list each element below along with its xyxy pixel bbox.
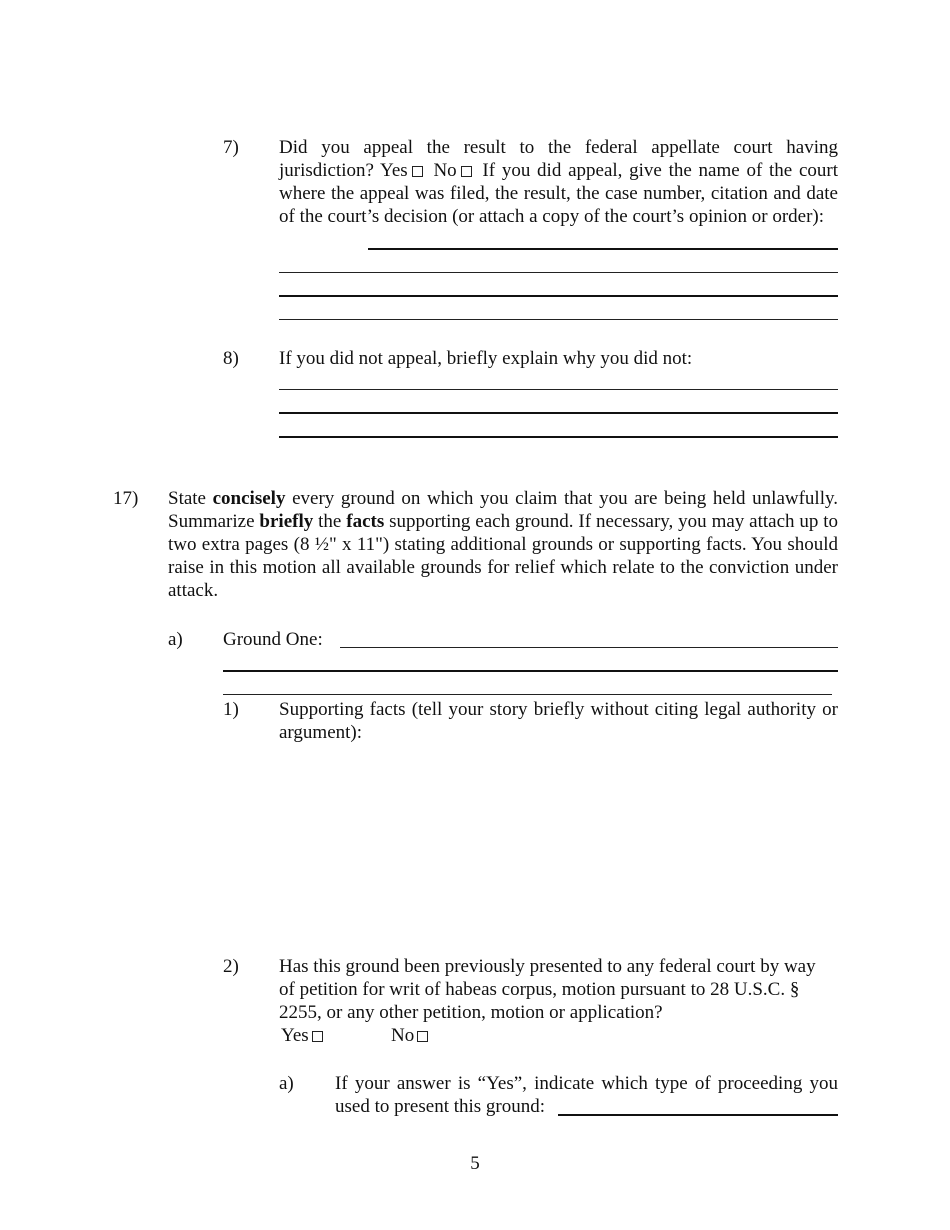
q8-answer-line-2[interactable]	[279, 412, 838, 414]
q7-answer-line-1[interactable]	[368, 248, 838, 250]
q8-answer-line-1[interactable]	[279, 389, 838, 390]
q17-bold-facts: facts	[346, 511, 385, 532]
q17-number: 17)	[113, 488, 139, 509]
previous-number: 2)	[223, 956, 239, 977]
which-type-answer-line[interactable]	[558, 1114, 838, 1116]
previous-text: Has this ground been previously presented to any federal court by way of petition for writ of habeas corpus, motion pursuant to 28 U.S.C. § 2255, or any other petition, motion or application?	[279, 956, 816, 1023]
previous-no-checkbox[interactable]	[417, 1031, 428, 1042]
previous-yes-checkbox[interactable]	[312, 1031, 323, 1042]
q17-bold-briefly: briefly	[259, 511, 314, 532]
q8-text: If you did not appeal, briefly explain why you did not:	[279, 348, 693, 369]
previous-no-label: No	[391, 1025, 415, 1046]
q17-text-1: State	[168, 488, 206, 509]
q7-answer-line-4[interactable]	[279, 319, 838, 320]
q17-text-2: every ground on which you claim that you are being held unlawfully. Summarize	[168, 488, 838, 532]
previous-no-option	[391, 1024, 432, 1047]
which-type-letter: a)	[279, 1073, 294, 1094]
q7-text	[279, 136, 838, 228]
q17-text-3: the	[318, 511, 342, 532]
q7-text-part1: Did you appeal the result to the federal appellate court having jurisdiction?	[279, 137, 838, 181]
ground-one-line-1[interactable]	[340, 647, 838, 648]
ground-one-label: Ground One:	[223, 629, 323, 650]
q7-number: 7)	[223, 137, 239, 158]
ground-one-line-3[interactable]	[223, 694, 832, 695]
ground-one-letter: a)	[168, 629, 183, 650]
previous-yes-label: Yes	[281, 1025, 309, 1046]
q7-answer-line-2[interactable]	[279, 272, 838, 273]
page-number: 5	[470, 1153, 480, 1174]
supporting-number: 1)	[223, 699, 239, 720]
q8-answer-line-3[interactable]	[279, 436, 838, 438]
q7-yes-checkbox[interactable]	[412, 166, 423, 177]
q17-text	[168, 487, 838, 602]
which-type-text: If your answer is “Yes”, indicate which type of proceeding you used to present this ground:	[335, 1073, 838, 1117]
previous-yes-option	[281, 1024, 327, 1047]
q7-text-part2: If you did appeal, give the name of the court where the appeal was filed, the result, the case number, citation and date of the court’s decision (or attach a copy of the court’s opinion or order):	[279, 160, 839, 227]
q17-text-4: supporting each ground. If necessary, you may attach up to two extra pages (8 ½" x 11") stating additional grounds or supporting facts. You should raise in this motion all available grounds for relief which relate to the conviction under attack.	[168, 511, 839, 601]
ground-one-line-2[interactable]	[223, 670, 838, 672]
q7-answer-line-3[interactable]	[279, 295, 838, 297]
q7-no-label: No	[433, 160, 457, 181]
q7-no-checkbox[interactable]	[461, 166, 472, 177]
supporting-text: Supporting facts (tell your story briefly without citing legal authority or argument):	[279, 699, 838, 743]
q8-number: 8)	[223, 348, 239, 369]
q17-bold-concisely: concisely	[212, 488, 286, 509]
q7-yes-label: Yes	[380, 160, 408, 181]
